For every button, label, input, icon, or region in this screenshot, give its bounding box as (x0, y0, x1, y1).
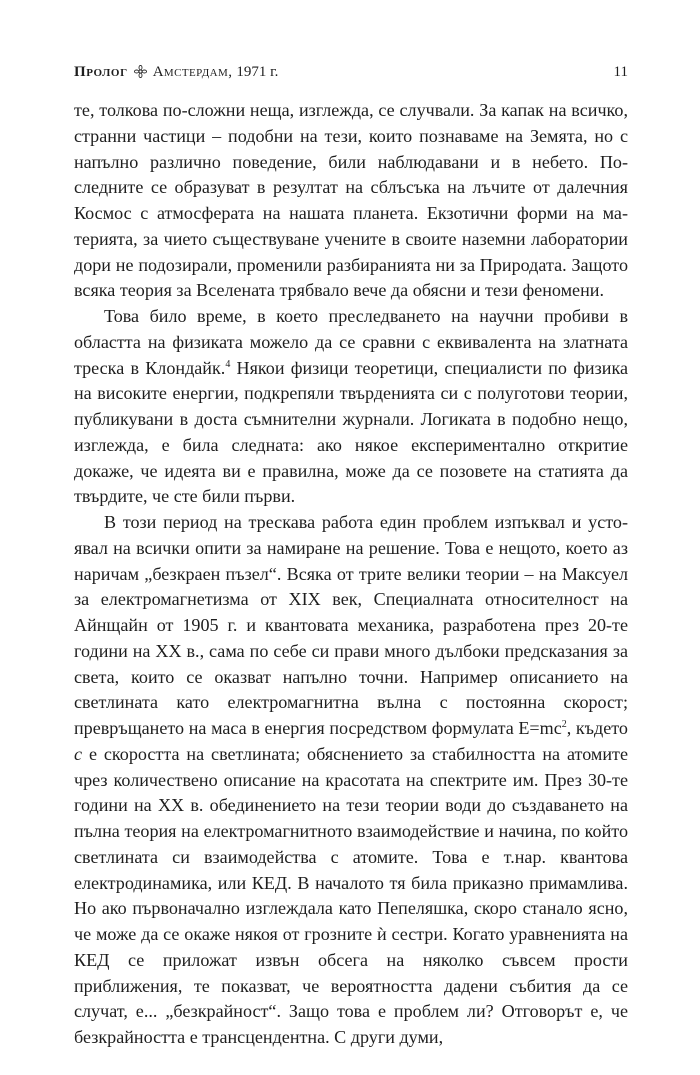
page-number: 11 (613, 64, 628, 80)
text-run: В този период на трескава работа един проблем изпъквал и устоявал на всички опити за намиране на решение. Това е нещото, което аз наричам „безкраен пъзел“. Всяка от трите велики теории – на Максуел за електромагнетизма от XIX век, Специалната относителност на Айнщайн от 1905 г. и квантовата механика, разработена през 20-те години на XX в., сама по себе си прави много дълбоки предсказания за света, които се оказват напълно точни. Например описанието на светлината като електромагнитна вълна с постоянна скорост; превръщането на маса в енергия посредством формулата E=mc (74, 512, 628, 738)
flower-ornament-icon (134, 64, 147, 77)
running-head-title (74, 62, 278, 82)
paragraph (74, 304, 628, 510)
paragraph (74, 510, 628, 1051)
text-run: Това било време, в което преследването на научни пробиви в областта на физиката можело да се сравни с еквивалента на златната треска в Клондайк. (74, 306, 628, 378)
running-head (74, 62, 628, 82)
paragraph (74, 98, 628, 304)
footnote-marker: 4 (225, 358, 231, 370)
chapter-location: Амстердам, (152, 64, 233, 80)
section-name: Пролог (74, 64, 128, 80)
italic-text: c (74, 743, 83, 764)
chapter-date: 1971 г. (236, 64, 279, 80)
footnote-marker: 2 (561, 718, 567, 730)
book-page (74, 62, 628, 1051)
text-run: те, толкова по-сложни неща, изглежда, се случвали. За капак на всичко, странни частици – подобни на тези, които познаваме на Земята, но с напълно различно поведение, били наблюдавани и в небето. Последните се образуват в резултат на сблъсъка на лъчите от далечния Космос с атмосферата на нашата планета. Екзотични форми на материята, за чието съществуване учените в своите наземни лаборатории дори не подозирали, променили разбиранията ни за Природата. Защото всяка теория за Вселената трябвало вече да обясни и тези феномени. (74, 100, 628, 301)
body-text (74, 98, 628, 1051)
text-run: Някои физици теоретици, специалисти по физика на високите енергии, подкрепяли твърденията си с полуготови теории, публикувани в доста съмнителни журнали. Логиката в подобно нещо, изглежда, е била следната: ако някое експериментално откритие докаже, че идеята ви е правилна, може да се позовете на статията да твърдите, че сте били първи. (74, 357, 628, 507)
text-run: , където (566, 718, 628, 738)
text-run: е скоростта на светлината; обяснението за стабилността на атомите чрез количествено описание на красотата на спектрите им. През 30-те години на XX в. обединението на тези теории води до създаването на пълна теория на електромагнитното взаимодействие и начина, по който светлината си взаимодейства с атомите. Това е т.нар. квантова електродинамика, или КЕД. В началото тя била приказно примамлива. Но ако първоначално изглеждала като Пепеляшка, скоро станало ясно, че може да се окаже някоя от грозните ѝ сестри. Когато уравненията на КЕД се приложат извън обсега на няколко съвсем прости приближения, те показват, че вероятността дадени събития да се случат, е... „безкрайност“. Защо това е проблем ли? Отговорът е, че безкрайността е трансцендентна. С други думи, (74, 743, 628, 1047)
